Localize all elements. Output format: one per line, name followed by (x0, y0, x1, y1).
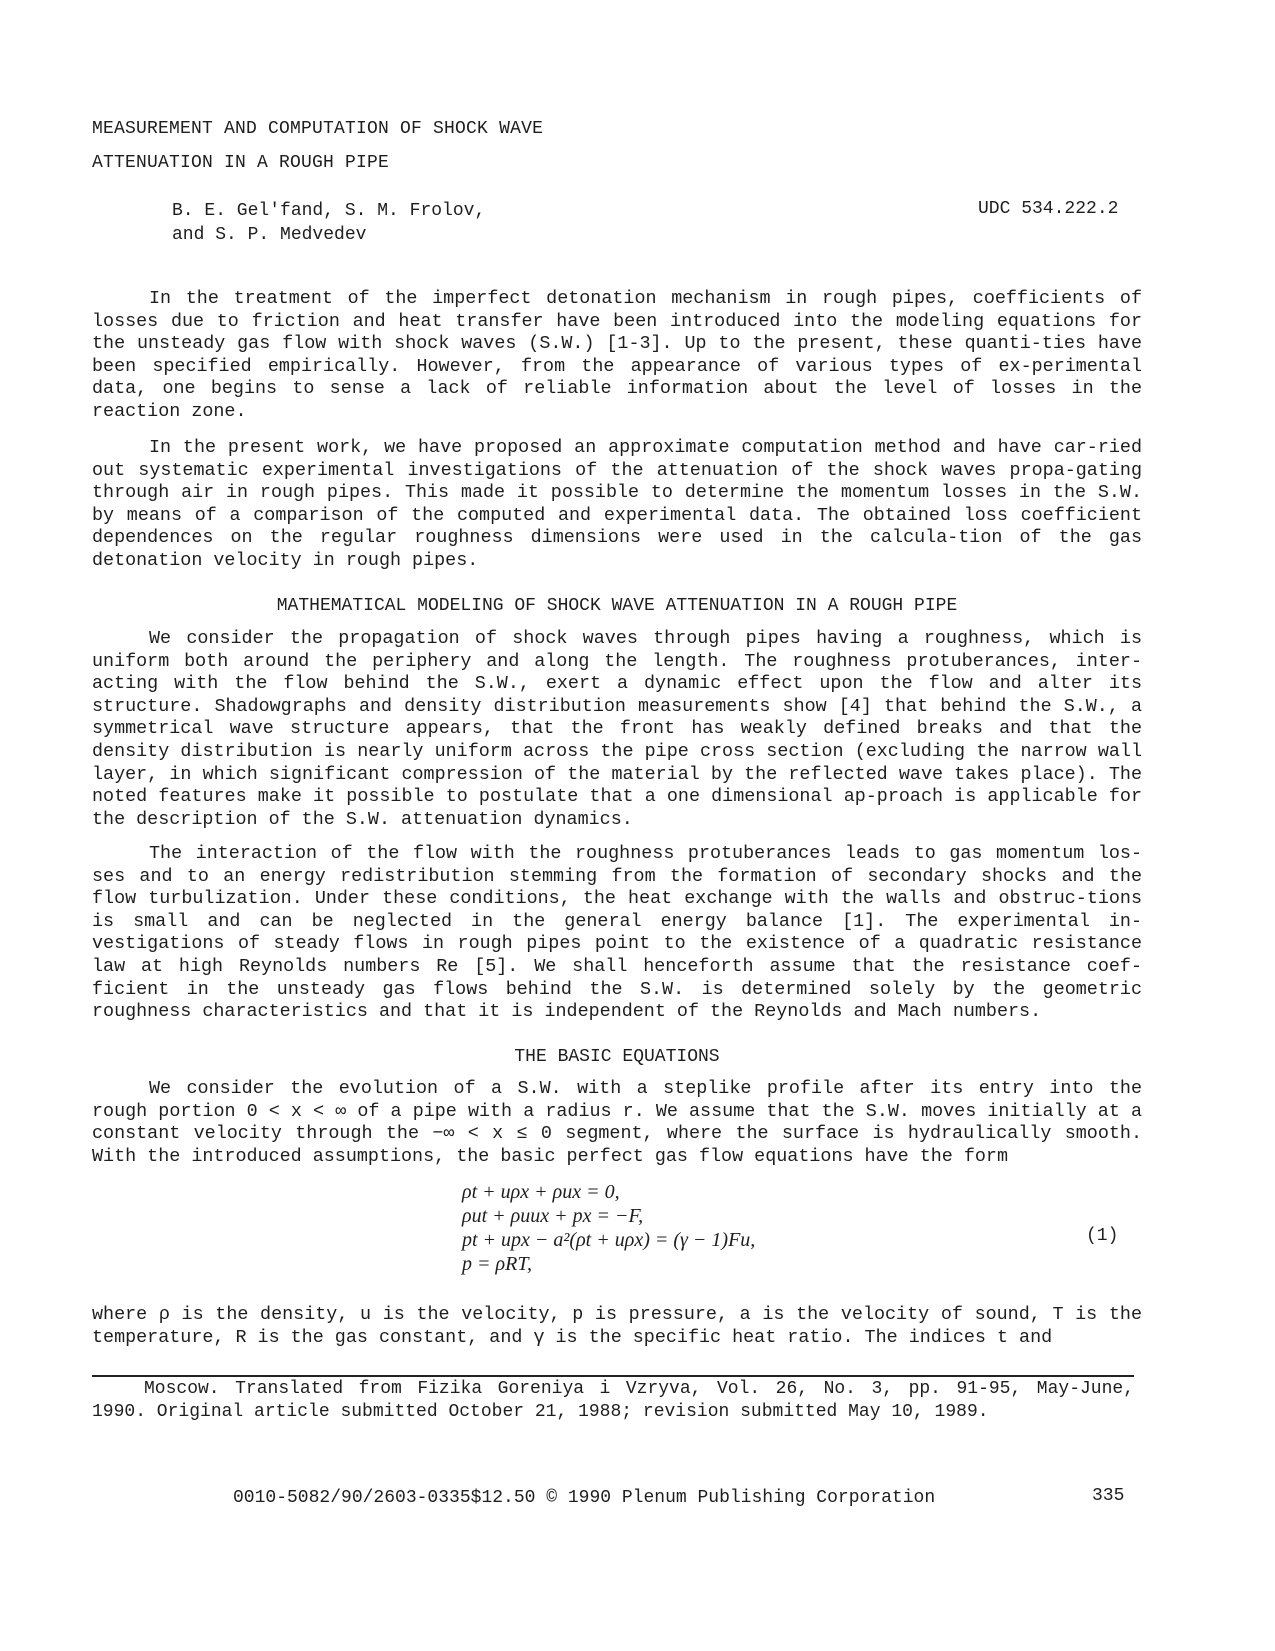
authors-line-1: B. E. Gel'fand, S. M. Frolov, (172, 201, 486, 221)
intro-paragraph-2: In the present work, we have proposed an approximate computation method and have car-ried out systematic experimental investigations of the attenuation of the shock waves propa-gating through air in rough pipes. This made it possible to determine the momentum losses in the S.W. by means of a comparison of the computed and experimental data. The obtained loss coefficient dependences on the regular roughness dimensions were used in the calcula-tion of the gas detonation velocity in rough pipes. (92, 437, 1142, 571)
equation-line: p = ρRT, (462, 1253, 532, 1275)
footnote: Moscow. Translated from Fizika Goreniya i Vzryva, Vol. 26, No. 3, pp. 91-95, May-June, 1990. Original article submitted October 21, 1988; revision submitted May 10, 1989. (92, 1379, 1134, 1422)
equation-number: (1) (1086, 1226, 1119, 1246)
title-line-2: ATTENUATION IN A ROUGH PIPE (92, 153, 390, 173)
intro-paragraph-1: In the treatment of the imperfect detonation mechanism in rough pipes, coefficients of losses due to friction and heat transfer have been introduced into the modeling equations for the unsteady gas flow with shock waves (S.W.) [1-3]. Up to the present, these quanti-ties have been specified empirically. However, from the appearance of various types of ex-perimental data, one begins to sense a lack of reliable information about the level of losses in the reaction zone. (92, 288, 1142, 422)
page-number: 335 (1092, 1486, 1125, 1506)
equation-line: ρt + uρx + ρux = 0, (462, 1181, 620, 1203)
equation-line: pt + upx − a²(ρt + uρx) = (γ − 1)Fu, (462, 1229, 756, 1251)
footnote-rule (92, 1375, 1134, 1377)
title-line-1: MEASUREMENT AND COMPUTATION OF SHOCK WAVE (92, 119, 544, 139)
section-heading-modeling: MATHEMATICAL MODELING OF SHOCK WAVE ATTENUATION IN A ROUGH PIPE (276, 596, 958, 616)
modeling-paragraph-2: The interaction of the flow with the roughness protuberances leads to gas momentum los-ses and to an energy redistribution stemming from the formation of secondary shocks and the flow turbulization. Under these conditions, the heat exchange with the walls and obstruc-tions is small and can be neglected in the general energy balance [1]. The experimental in-vestigations of steady flows in rough pipes point to the existence of a quadratic resistance law at high Reynolds numbers Re [5]. We shall henceforth assume that the resistance coef-ficient in the unsteady gas flows behind the S.W. is determined solely by the geometric roughness characteristics and that it is independent of the Reynolds and Mach numbers. (92, 843, 1142, 1023)
equation-system-1 (462, 1180, 755, 1276)
variable-definitions-paragraph: where ρ is the density, u is the velocity, p is pressure, a is the velocity of sound, T is the temperature, R is the gas constant, and γ is the specific heat ratio. The indices t and (92, 1304, 1142, 1348)
copyright-line: 0010-5082/90/2603-0335$12.50 © 1990 Plenum Publishing Corporation (233, 1488, 936, 1508)
equation-line: ρut + ρuux + px = −F, (462, 1205, 644, 1227)
author-block (172, 199, 485, 247)
udc-code: UDC 534.222.2 (978, 199, 1119, 219)
modeling-paragraph-1: We consider the propagation of shock waves through pipes having a roughness, which is uniform both around the periphery and along the length. The roughness protuberances, inter-acting with the flow behind the S.W., exert a dynamic effect upon the flow and alter its structure. Shadowgraphs and density distribution measurements show [4] that behind the S.W., a symmetrical wave structure appears, that the front has weakly defined breaks and that the density distribution is nearly uniform across the pipe cross section (excluding the narrow wall layer, in which significant compression of the material by the reflected wave takes place). The noted features make it possible to postulate that a one dimensional ap-proach is applicable for the description of the S.W. attenuation dynamics. (92, 628, 1142, 830)
authors-line-2: and S. P. Medvedev (172, 225, 367, 245)
equations-intro-paragraph: We consider the evolution of a S.W. with a steplike profile after its entry into the rough portion 0 < x < ∞ of a pipe with a radius r. We assume that the S.W. moves initially at a constant velocity through the −∞ < x ≤ 0 segment, where the surface is hydraulically smooth. With the introduced assumptions, the basic perfect gas flow equations have the form (92, 1078, 1142, 1167)
section-heading-equations: THE BASIC EQUATIONS (514, 1047, 720, 1067)
